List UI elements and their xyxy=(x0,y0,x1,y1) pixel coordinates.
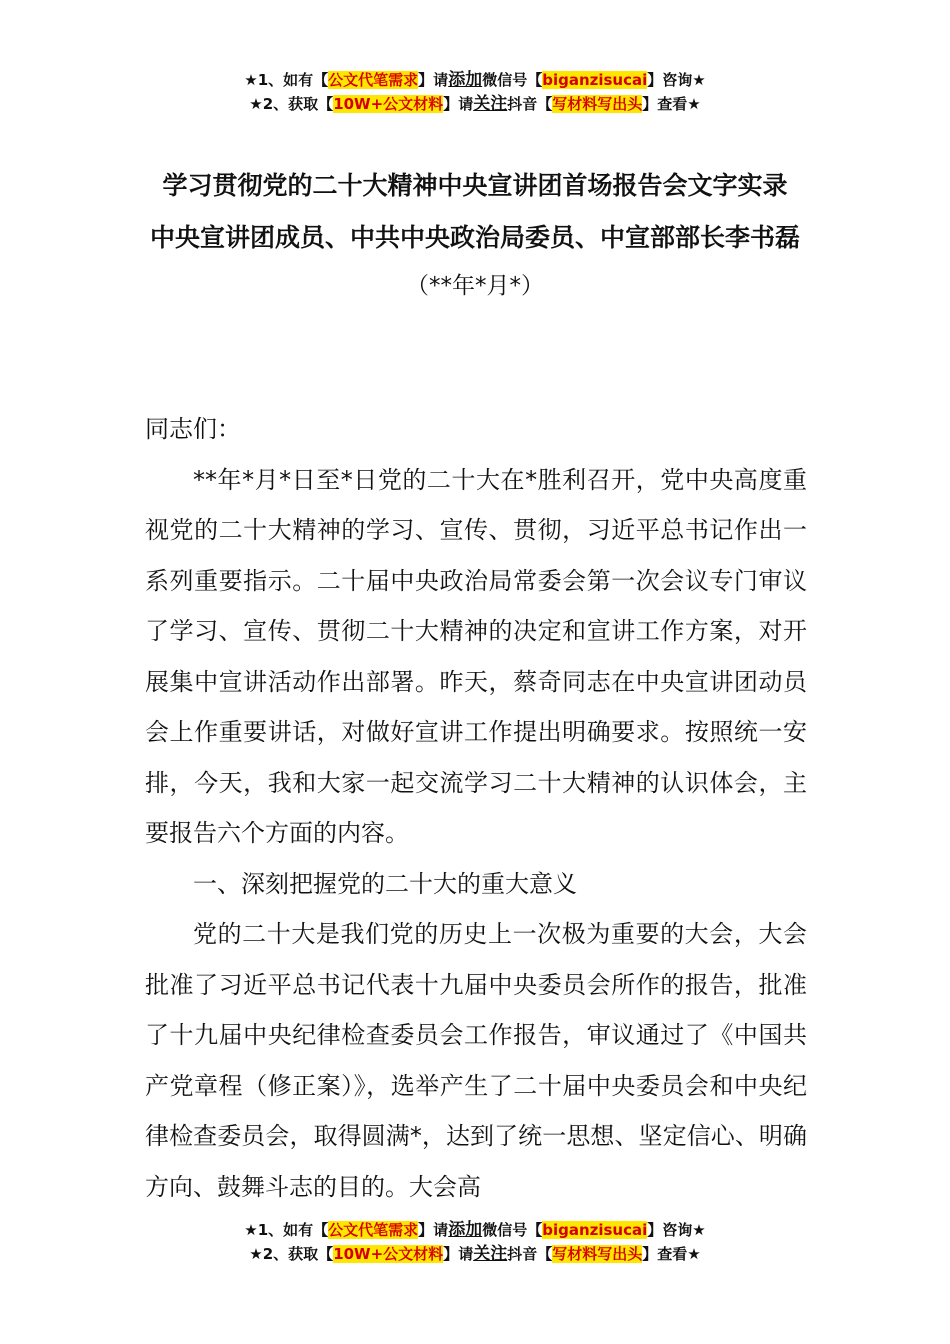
highlight-text: 公文代笔需求 xyxy=(328,71,419,89)
banner-text: 1、如有【 xyxy=(257,1221,329,1239)
banner-text: 2、获取【 xyxy=(262,95,334,113)
banner-text: 】请 xyxy=(443,95,474,113)
footer-banner xyxy=(0,1218,950,1266)
wechat-id: biganzisucai xyxy=(542,1221,648,1239)
banner-text: 】咨询★ xyxy=(647,71,706,89)
banner-text: 】查看★ xyxy=(642,1245,701,1263)
underlined-text: 添加 xyxy=(448,70,483,90)
banner-text: 】请 xyxy=(418,71,449,89)
douyin-account: 写材料写出头 xyxy=(552,95,643,113)
banner-text: 】查看★ xyxy=(642,95,701,113)
highlight-text: 10W+公文材料 xyxy=(333,95,444,113)
speaker-wrap xyxy=(140,212,810,264)
banner-text: 抖音【 xyxy=(507,1245,553,1263)
banner-text: 】请 xyxy=(443,1245,474,1263)
underlined-text: 添加 xyxy=(448,1220,483,1240)
star-icon: ★ xyxy=(249,95,263,113)
section-heading: 一、深刻把握党的二十大的重大意义 xyxy=(193,869,577,898)
banner-line-2 xyxy=(0,92,950,116)
douyin-account: 写材料写出头 xyxy=(552,1245,643,1263)
banner-line-1 xyxy=(0,1218,950,1242)
banner-text: 】请 xyxy=(418,1221,449,1239)
star-icon: ★ xyxy=(244,71,258,89)
underlined-text: 关注 xyxy=(473,94,508,114)
banner-line-1 xyxy=(0,68,950,92)
document-title: 学习贯彻党的二十大精神中央宣讲团首场报告会文字实录 xyxy=(162,171,788,200)
star-icon: ★ xyxy=(244,1221,258,1239)
salutation: 同志们： xyxy=(145,415,241,443)
document-date: （**年*月*） xyxy=(406,273,544,299)
highlight-text: 10W+公文材料 xyxy=(333,1245,444,1263)
document-header xyxy=(0,160,950,308)
underlined-text: 关注 xyxy=(473,1244,508,1264)
highlight-text: 公文代笔需求 xyxy=(328,1221,419,1239)
banner-text: 抖音【 xyxy=(507,95,553,113)
header-banner xyxy=(0,68,950,116)
banner-text: 1、如有【 xyxy=(257,71,329,89)
paragraph: **年*月*日至*日党的二十大在*胜利召开，党中央高度重视党的二十大精神的学习、宣传、贯彻，习近平总书记作出一系列重要指示。二十届中央政治局常委会第一次会议专门审议了学习、宣传、贯彻二十大精神的决定和宣讲工作方案，对开展集中宣讲活动作出部署。昨天，蔡奇同志在中央宣讲团动员会上作重要讲话，对做好宣讲工作提出明确要求。按照统一安排，今天，我和大家一起交流学习二十大精神的认识体会，主要报告六个方面的内容。 xyxy=(145,465,807,847)
banner-text: 2、获取【 xyxy=(262,1245,334,1263)
banner-line-2 xyxy=(0,1242,950,1266)
wechat-id: biganzisucai xyxy=(542,71,648,89)
banner-text: 】咨询★ xyxy=(647,1221,706,1239)
banner-text: 微信号【 xyxy=(482,1221,543,1239)
banner-text: 微信号【 xyxy=(482,71,543,89)
star-icon: ★ xyxy=(249,1245,263,1263)
paragraph: 党的二十大是我们党的历史上一次极为重要的大会，大会批准了习近平总书记代表十九届中央委员会所作的报告，批准了十九届中央纪律检查委员会工作报告，审议通过了《中国共产党章程（修正案）》，选举产生了二十届中央委员会和中央纪律检查委员会，取得圆满*，达到了统一思想、坚定信心、明确方向、鼓舞斗志的目的。大会高 xyxy=(145,920,807,1201)
document-body xyxy=(145,404,807,1212)
speaker-title: 中央宣讲团成员、中共中央政治局委员、中宣部部长李书磊 xyxy=(149,223,800,252)
